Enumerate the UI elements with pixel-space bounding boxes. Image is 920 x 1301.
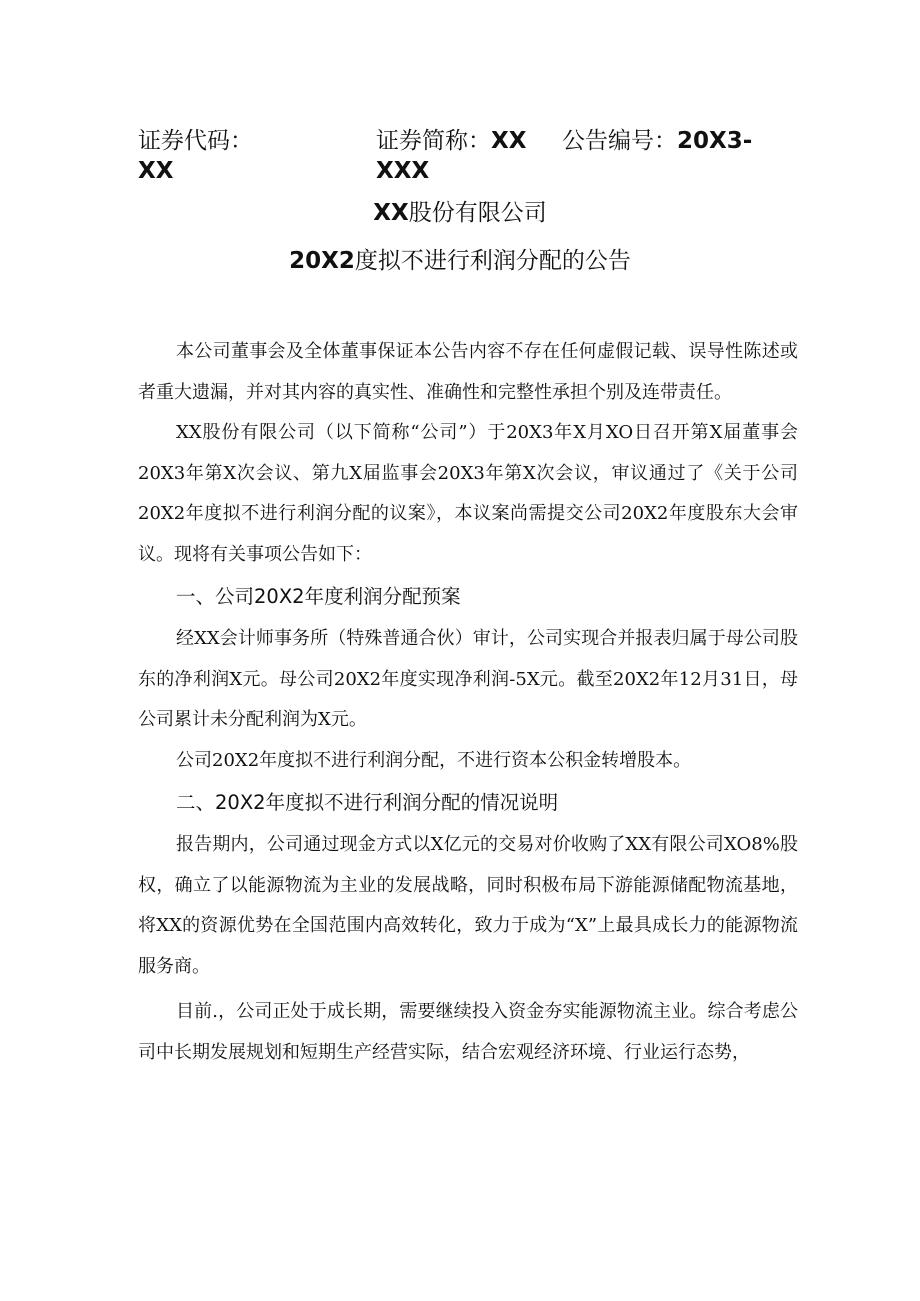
paragraph-disclaimer: 本公司董事会及全体董事保证本公告内容不存在任何虚假记载、误导性陈述或者重大遗漏，并对其内容的真实性、准确性和完整性承担个别及连带责任。 [138,341,798,403]
paragraph-no-distribution: 公司20X2年度拟不进行利润分配，不进行资本公积金转增股本。 [176,749,692,771]
notice-number-value-part2: XXX [376,158,430,184]
section-heading-1: 一、公司20X2年度利润分配预案 [176,585,461,608]
notice-number [562,126,752,156]
stock-short-name [376,126,526,156]
notice-number-value-part1: 20X3- [677,128,753,154]
notice-number-label: 公告编号： [562,128,677,154]
paragraph-acquisition: 报告期内，公司通过现金方式以X亿元的交易对价收购了XX有限公司XO8%股权，确立了以能源物流为主业的发展战略，同时积极布局下游能源储配物流基地，将XX的资源优势在全国范围内高效转化，致力于成为“X”上最具成长力的能源物流服务商。 [138,834,798,977]
notice-body [138,332,798,1073]
section-heading-2: 二、20X2年度拟不进行利润分配的情况说明 [176,791,559,814]
company-prefix: XX [373,200,409,226]
stock-short-name-value: XX [491,128,527,154]
stock-short-name-label: 证券简称： [376,128,491,154]
paragraph-board-meeting: XX股份有限公司（以下简称“公司”）于20X3年X月XO日召开第X届董事会20X3年第X次会议、第九X届监事会20X3年第X次会议，审议通过了《关于公司20X2年度拟不进行利润分配的议案》，本议案尚需提交公司20X2年度股东大会审议。现将有关事项公告如下： [138,422,798,565]
notice-title-text: 度拟不进行利润分配的公告 [354,248,631,274]
stock-code-label: 证券代码： [138,128,253,154]
paragraph-growth-stage: 目前.，公司正处于成长期，需要继续投入资金夯实能源物流主业。综合考虑公司中长期发展规划和短期生产经营实际，结合宏观经济环境、行业运行态势， [138,1001,798,1063]
notice-title-year: 20X2 [289,248,355,274]
paragraph-audit-result: 经XX会计师事务所（特殊普通合伙）审计，公司实现合并报表归属于母公司股东的净利润X元。母公司20X2年度实现净利润-5X元。截至20X2年12月31日，母公司累计未分配利润为X元。 [138,628,798,730]
stock-code-value: XX [138,158,174,184]
notice-title [0,246,920,276]
company-name: 股份有限公司 [408,200,547,226]
company-title [0,198,920,228]
